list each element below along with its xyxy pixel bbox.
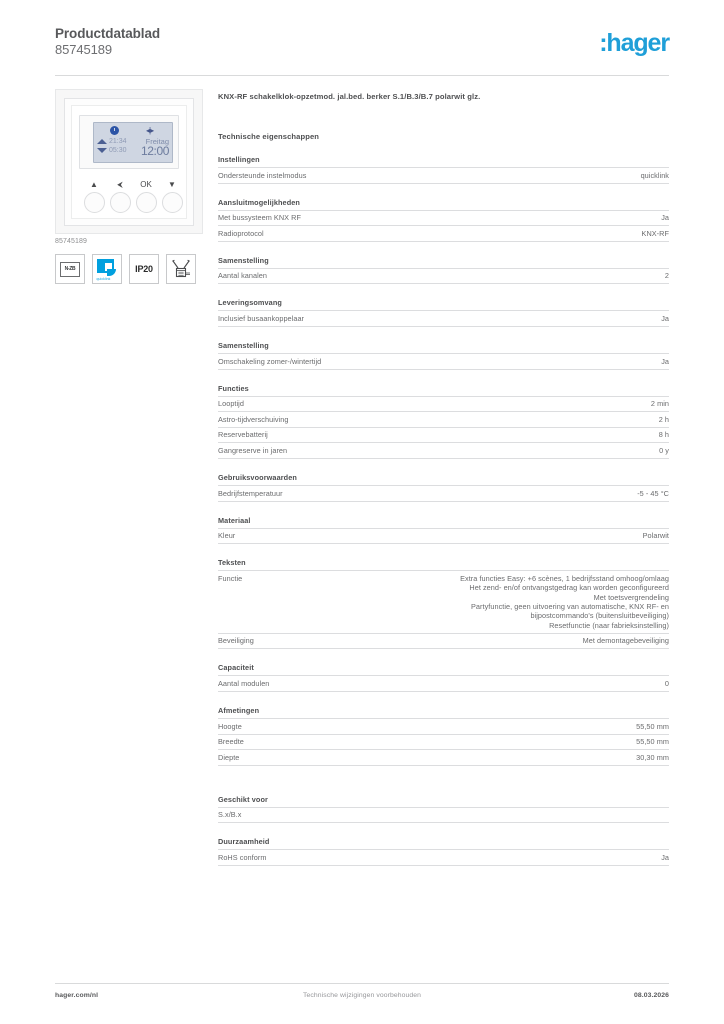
spec-group-title: Afmetingen — [218, 705, 260, 715]
table-row — [218, 353, 669, 369]
table-row — [218, 676, 669, 692]
lcd-clock-time: 12:00 — [140, 144, 169, 158]
spec-group-title: Teksten — [218, 558, 246, 568]
device-up-button — [82, 180, 106, 213]
spec-group — [218, 256, 669, 285]
spec-value: 30,30 mm — [636, 752, 669, 762]
technical-properties-heading: Technische eigenschappen — [218, 132, 320, 141]
product-image — [55, 89, 203, 234]
device-faceplate — [71, 105, 187, 219]
page-header — [55, 26, 669, 72]
spec-label: Diepte — [218, 752, 240, 762]
spec-label: Met bussysteem KNX RF — [218, 213, 301, 223]
table-row — [218, 734, 669, 750]
spec-group — [218, 516, 669, 545]
spec-value: 8 h — [658, 430, 669, 440]
table-row — [218, 226, 669, 242]
spec-label: RoHS conform — [218, 852, 267, 862]
spec-label: Aantal kanalen — [218, 271, 267, 281]
table-row — [218, 485, 669, 501]
quicklink-label: quicklink — [96, 276, 111, 281]
spec-label: Aantal modulen — [218, 678, 270, 688]
spec-value: Ja — [661, 356, 669, 366]
table-row — [218, 633, 669, 649]
page-title: Productdatablad — [55, 26, 161, 41]
spec-label: Kleur — [218, 531, 236, 541]
header-divider — [55, 75, 669, 76]
spec-group — [218, 558, 669, 649]
down-arrow-icon — [97, 148, 107, 153]
spec-group-title: Functies — [218, 383, 249, 393]
badge-quicklink — [92, 254, 122, 284]
spec-label: Inclusief busaankoppelaar — [218, 313, 305, 323]
spec-table — [218, 310, 669, 327]
table-row — [218, 807, 669, 823]
spec-group-title: Samenstelling — [218, 255, 269, 265]
spec-group — [218, 473, 669, 502]
spec-label: Gangreserve in jaren — [218, 445, 288, 455]
table-row — [218, 396, 669, 412]
lcd-weekday: Freitag — [145, 137, 169, 146]
table-row — [218, 718, 669, 734]
device-illustration — [64, 98, 194, 226]
device-set-button — [108, 180, 132, 213]
spec-value-line: Met toetsvergrendeling — [593, 592, 669, 602]
spec-value-line: Partyfunctie, geen uitvoering van automatische, KNX RF- en — [471, 601, 669, 611]
spec-groups — [218, 155, 669, 866]
table-row — [218, 427, 669, 443]
spec-value-line: Resetfunctie (naar fabrieksinstelling) — [549, 620, 669, 630]
spec-value: Polarwit — [642, 531, 669, 541]
spec-value-line: bijpostcommando's (buitensluitbeveiliging) — [530, 611, 669, 621]
rf-signal-icon: ◂|▸ — [146, 126, 154, 135]
table-row — [218, 311, 669, 327]
spec-value-lines — [407, 574, 669, 630]
spec-table — [218, 396, 669, 459]
spec-value — [407, 807, 669, 823]
spec-group-title: Materiaal — [218, 515, 251, 525]
spec-table — [218, 210, 669, 242]
down-triangle-icon: ▼ — [168, 180, 176, 189]
badge-weee-disposal — [166, 254, 196, 284]
lcd-screen — [93, 122, 173, 163]
button-circle — [110, 192, 131, 213]
spec-label: Ondersteunde instelmodus — [218, 170, 307, 180]
ok-label-icon: OK — [140, 180, 152, 189]
certification-badges — [55, 254, 203, 284]
footer-disclaimer: Technische wijzigingen voorbehouden — [303, 992, 421, 999]
table-row — [218, 168, 669, 184]
spec-group-title: Geschikt voor — [218, 794, 268, 804]
spec-value: 0 y — [659, 445, 669, 455]
spec-table — [218, 268, 669, 285]
table-row — [218, 528, 669, 544]
spec-table — [218, 528, 669, 545]
spec-label: Radioprotocol — [218, 228, 264, 238]
lcd-time-down: 05:30 — [109, 147, 127, 154]
left-column — [55, 89, 203, 284]
table-row — [218, 850, 669, 866]
footer-website[interactable]: hager.com/nl — [55, 992, 99, 999]
spec-group-title: Gebruiksvoorwaarden — [218, 472, 297, 482]
footer-divider — [55, 983, 669, 984]
spec-value: 2 h — [658, 414, 669, 424]
spec-group-title: Instellingen — [218, 155, 260, 164]
table-row — [218, 750, 669, 766]
table-row — [218, 210, 669, 226]
table-row — [218, 412, 669, 428]
spec-value-line: Het zend- en/of ontvangstgedrag kan worden geconfigureerd — [469, 583, 669, 593]
spec-value: 2 — [664, 271, 669, 281]
spec-group-title: Leveringsomvang — [218, 298, 282, 308]
spec-group — [218, 795, 669, 824]
spec-value: Met demontagebeveiliging — [582, 636, 669, 646]
spec-table — [218, 570, 669, 649]
spec-label: Breedte — [218, 737, 244, 747]
spec-value: Ja — [661, 213, 669, 223]
spec-label: Looptijd — [218, 399, 244, 409]
button-circle — [84, 192, 105, 213]
weee-disposal-icon — [170, 258, 192, 280]
spec-value — [407, 571, 669, 634]
spec-value: -5 - 45 °C — [637, 488, 669, 498]
spec-value: 55,50 mm — [636, 737, 669, 747]
spec-value: Ja — [661, 313, 669, 323]
spec-value-line: Extra functies Easy: +6 scènes, 1 bedrijfsstand omhoog/omlaag — [460, 573, 669, 583]
device-ok-button — [134, 180, 158, 213]
main-column — [218, 92, 669, 866]
device-down-button — [160, 180, 184, 213]
image-caption: 85745189 — [55, 238, 87, 245]
spec-label: S.x/B.x — [218, 810, 242, 820]
spec-label: Functie — [218, 573, 243, 583]
badge-np-marking — [55, 254, 85, 284]
spec-value: KNX-RF — [641, 228, 669, 238]
spec-label: Beveiliging — [218, 636, 254, 646]
spec-group-title: Capaciteit — [218, 663, 254, 673]
up-triangle-icon: ▲ — [90, 180, 98, 189]
spec-label: Omschakeling zomer-/wintertijd — [218, 356, 322, 366]
spec-table — [218, 485, 669, 502]
spec-table — [218, 353, 669, 370]
table-row — [218, 571, 669, 634]
spec-group — [218, 298, 669, 327]
spec-group — [218, 706, 669, 766]
spec-label: Bedrijfstemperatuur — [218, 488, 283, 498]
spec-value: 2 min — [650, 399, 669, 409]
spec-table — [218, 849, 669, 866]
np-marking-icon: N-ZB — [60, 262, 80, 277]
button-circle — [162, 192, 183, 213]
device-button-row — [80, 180, 178, 218]
table-row — [218, 268, 669, 284]
spec-table — [218, 675, 669, 692]
spec-group — [218, 341, 669, 370]
quicklink-icon — [97, 259, 118, 280]
spec-table — [218, 718, 669, 766]
lcd-time-up: 21:34 — [109, 138, 127, 145]
product-name: KNX-RF schakelklok-opzetmod. jal.bed. berker S.1/B.3/B.7 polarwit glz. — [218, 92, 481, 101]
spec-group — [218, 384, 669, 459]
badge-ip-rating — [129, 254, 159, 284]
lcd-bezel — [79, 115, 179, 169]
footer-date: 08.03.2026 — [633, 992, 669, 999]
left-arrow-icon: ⮜ — [117, 180, 123, 189]
spec-group — [218, 198, 669, 242]
spec-label: Reservebatterij — [218, 430, 268, 440]
table-row — [218, 443, 669, 459]
up-arrow-icon — [97, 139, 107, 144]
spec-group — [218, 155, 669, 184]
spec-label: Hoogte — [218, 721, 242, 731]
spec-value: 0 — [664, 678, 669, 688]
page-footer — [55, 992, 669, 1006]
hager-logo: :hager — [599, 29, 669, 57]
spec-group-title: Samenstelling — [218, 340, 269, 350]
spec-value: 55,50 mm — [636, 721, 669, 731]
spec-label: Astro-tijdverschuiving — [218, 414, 289, 424]
spec-value: Ja — [661, 852, 669, 862]
spec-group-title: Aansluitmogelijkheden — [218, 197, 300, 207]
spec-group — [218, 663, 669, 692]
spec-group — [218, 837, 669, 866]
ip-rating-label: IP20 — [135, 264, 153, 274]
spec-value: quicklink — [640, 170, 669, 180]
button-circle — [136, 192, 157, 213]
clock-icon — [110, 126, 119, 135]
product-reference: 85745189 — [55, 42, 113, 57]
spec-table — [218, 807, 669, 824]
spec-table — [218, 167, 669, 184]
spec-group-title: Duurzaamheid — [218, 837, 270, 847]
